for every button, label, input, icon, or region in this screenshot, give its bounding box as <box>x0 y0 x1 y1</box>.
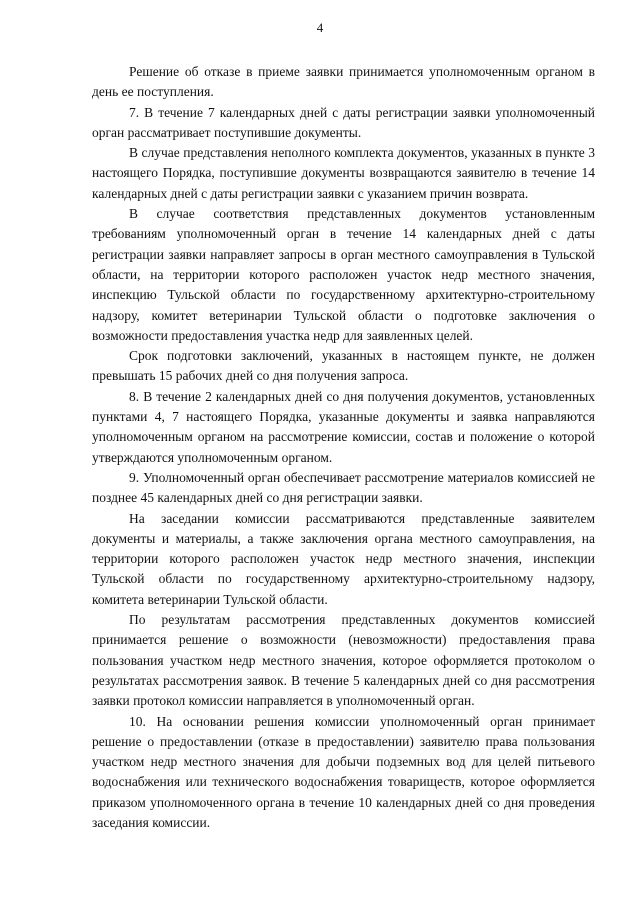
paragraph-incomplete-documents: В случае представления неполного комплекта документов, указанных в пункте 3 настоящего Порядка, поступившие документы возвращаются заявителю в течение 14 календарных дней с даты регистрации заявки с указанием причин возврата. <box>92 145 595 201</box>
paragraph-requests-sent: В случае соответствия представленных документов установленным требованиям уполномоченный орган в течение 14 календарных дней с даты регистрации заявки направляет запросы в орган местного самоуправления в Тульской области, на территории которого расположен участок недр местного значения, инспекцию Тульской области по государственному архитектурно-строительному надзору, комитет ветеринарии Тульской области о подготовке заключения о возможности предоставления участка недр для заявленных целей. <box>92 206 595 343</box>
paragraph-item-7: 7. В течение 7 календарных дней с даты регистрации заявки уполномоченный орган рассматривает поступившие документы. <box>92 104 595 140</box>
paragraph-refusal-decision: Решение об отказе в приеме заявки принимается уполномоченным органом в день ее поступления. <box>92 64 595 100</box>
document-body <box>92 62 595 833</box>
paragraph-commission-meeting: На заседании комиссии рассматриваются представленные заявителем документы и материалы, а также заключения органа местного самоуправления, на территории которого расположен участок недр местного значения, инспекции Тульской области по государственному архитектурно-строительному надзору, комитета ветеринарии Тульской области. <box>92 510 595 607</box>
page-number: 4 <box>316 20 324 35</box>
paragraph-conclusion-deadline: Срок подготовки заключений, указанных в настоящем пункте, не должен превышать 15 рабочих дней со дня получения запроса. <box>92 348 595 384</box>
paragraph-item-8: 8. В течение 2 календарных дней со дня получения документов, установленных пунктами 4, 7 настоящего Порядка, указанные документы и заявка направляются уполномоченным органом на рассмотрение комиссии, состав и положение о которой утверждаются уполномоченным органом. <box>92 388 595 465</box>
paragraph-commission-results: По результатам рассмотрения представленных документов комиссией принимается решение о возможности (невозможности) предоставления права пользования участком недр местного значения, которое оформляется протоколом о результатах рассмотрения заявок. В течение 5 календарных дней со дня рассмотрения заявки протокол комиссии направляется в уполномоченный орган. <box>92 612 595 709</box>
paragraph-item-9: 9. Уполномоченный орган обеспечивает рассмотрение материалов комиссией не позднее 45 календарных дней со дня регистрации заявки. <box>92 469 595 506</box>
paragraph-item-10: 10. На основании решения комиссии уполномоченный орган принимает решение о предоставлении (отказе в предоставлении) заявителю права пользования участком недр местного значения для добычи подземных вод для целей питьевого водоснабжения или технического водоснабжения товариществ, которое оформляется приказом уполномоченного органа в течение 10 календарных дней со дня проведения заседания комиссии. <box>92 713 595 830</box>
